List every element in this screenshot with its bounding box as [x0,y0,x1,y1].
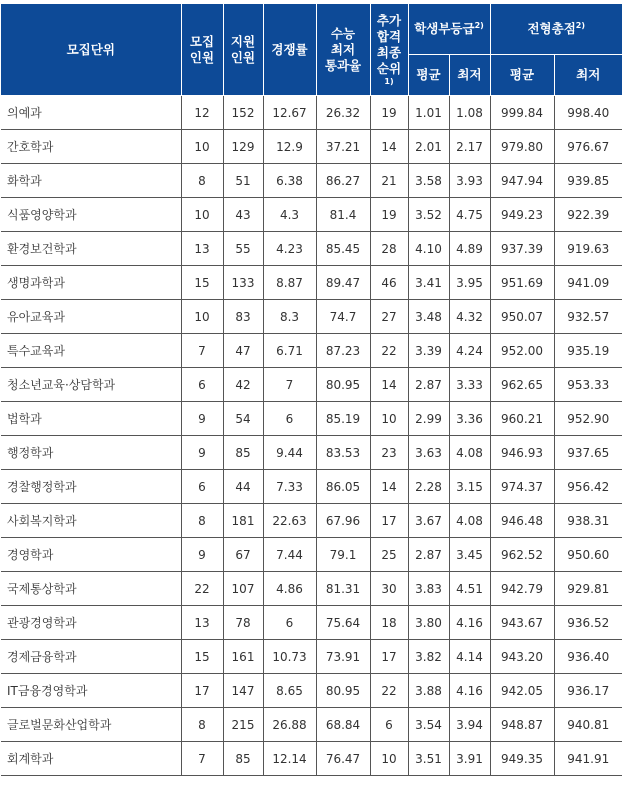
unit-cell: 생명과학과 [1,266,181,300]
apply-cell: 54 [223,402,263,436]
table-row [1,538,622,572]
header-apply-line2: 인원 [230,49,256,65]
extra-rank-cell: 21 [370,164,408,198]
recruit-cell: 15 [181,640,223,674]
grade-min-cell: 3.45 [449,538,490,572]
apply-cell: 51 [223,164,263,198]
apply-cell: 133 [223,266,263,300]
total-avg-cell: 951.69 [490,266,554,300]
recruit-cell: 9 [181,402,223,436]
total-avg-cell: 949.23 [490,198,554,232]
grade-min-cell: 4.89 [449,232,490,266]
apply-cell: 55 [223,232,263,266]
grade-avg-cell: 3.48 [408,300,449,334]
total-min-cell: 919.63 [554,232,622,266]
grade-min-cell: 4.51 [449,572,490,606]
table-row [1,504,622,538]
header-total-avg: 평균 [490,55,554,96]
rate-cell: 8.65 [263,674,316,708]
table-row [1,300,622,334]
grade-min-cell: 4.16 [449,674,490,708]
extra-rank-cell: 19 [370,96,408,130]
rate-cell: 7.44 [263,538,316,572]
pass-rate-cell: 67.96 [316,504,370,538]
grade-min-cell: 4.16 [449,606,490,640]
table-row [1,402,622,436]
header-grade-note: 2) [474,20,484,30]
grade-min-cell: 3.36 [449,402,490,436]
table-row [1,368,622,402]
extra-rank-cell: 19 [370,198,408,232]
recruit-cell: 10 [181,300,223,334]
unit-cell: 관광경영학과 [1,606,181,640]
total-avg-cell: 946.48 [490,504,554,538]
header-extra [370,4,408,96]
apply-cell: 78 [223,606,263,640]
total-avg-cell: 999.84 [490,96,554,130]
apply-cell: 161 [223,640,263,674]
rate-cell: 6.71 [263,334,316,368]
grade-avg-cell: 4.10 [408,232,449,266]
total-avg-cell: 952.00 [490,334,554,368]
total-min-cell: 939.85 [554,164,622,198]
header-apply-line1: 지원 [230,33,256,49]
pass-rate-cell: 85.45 [316,232,370,266]
admission-results-table [1,3,622,776]
rate-cell: 7 [263,368,316,402]
total-avg-cell: 962.65 [490,368,554,402]
grade-avg-cell: 3.52 [408,198,449,232]
total-min-cell: 941.09 [554,266,622,300]
recruit-cell: 12 [181,96,223,130]
pass-rate-cell: 86.27 [316,164,370,198]
grade-avg-cell: 1.01 [408,96,449,130]
extra-rank-cell: 14 [370,470,408,504]
total-avg-cell: 942.79 [490,572,554,606]
total-min-cell: 935.19 [554,334,622,368]
apply-cell: 67 [223,538,263,572]
grade-min-cell: 1.08 [449,96,490,130]
apply-cell: 152 [223,96,263,130]
pass-rate-cell: 87.23 [316,334,370,368]
unit-cell: 의예과 [1,96,181,130]
extra-rank-cell: 10 [370,402,408,436]
unit-cell: 청소년교육·상담학과 [1,368,181,402]
unit-cell: 글로벌문화산업학과 [1,708,181,742]
rate-cell: 4.86 [263,572,316,606]
header-extra-line4: 순위 [376,60,402,76]
grade-min-cell: 3.95 [449,266,490,300]
extra-rank-cell: 17 [370,504,408,538]
grade-avg-cell: 3.88 [408,674,449,708]
unit-cell: 특수교육과 [1,334,181,368]
pass-rate-cell: 73.91 [316,640,370,674]
grade-avg-cell: 3.80 [408,606,449,640]
apply-cell: 43 [223,198,263,232]
total-min-cell: 956.42 [554,470,622,504]
total-min-cell: 976.67 [554,130,622,164]
total-avg-cell: 949.35 [490,742,554,776]
grade-min-cell: 4.32 [449,300,490,334]
grade-min-cell: 4.08 [449,436,490,470]
unit-cell: 경찰행정학과 [1,470,181,504]
recruit-cell: 8 [181,504,223,538]
extra-rank-cell: 22 [370,674,408,708]
header-grade-avg: 평균 [408,55,449,96]
extra-rank-cell: 10 [370,742,408,776]
header-extra-line3: 최종 [376,44,402,60]
rate-cell: 7.33 [263,470,316,504]
recruit-cell: 10 [181,198,223,232]
grade-avg-cell: 3.82 [408,640,449,674]
pass-rate-cell: 79.1 [316,538,370,572]
total-min-cell: 998.40 [554,96,622,130]
pass-rate-cell: 68.84 [316,708,370,742]
apply-cell: 129 [223,130,263,164]
total-min-cell: 938.31 [554,504,622,538]
total-avg-cell: 937.39 [490,232,554,266]
table-row [1,334,622,368]
header-recruit [181,4,223,96]
total-avg-cell: 943.20 [490,640,554,674]
total-min-cell: 936.17 [554,674,622,708]
unit-cell: IT금융경영학과 [1,674,181,708]
total-min-cell: 936.52 [554,606,622,640]
unit-cell: 회계학과 [1,742,181,776]
header-extra-line1: 추가 [376,12,402,28]
rate-cell: 8.87 [263,266,316,300]
pass-rate-cell: 37.21 [316,130,370,164]
recruit-cell: 7 [181,334,223,368]
grade-min-cell: 3.15 [449,470,490,504]
grade-avg-cell: 3.63 [408,436,449,470]
total-min-cell: 937.65 [554,436,622,470]
recruit-cell: 15 [181,266,223,300]
total-min-cell: 953.33 [554,368,622,402]
header-pass-line3: 통과율 [324,57,362,73]
grade-avg-cell: 3.54 [408,708,449,742]
grade-min-cell: 4.14 [449,640,490,674]
table-row [1,164,622,198]
rate-cell: 4.23 [263,232,316,266]
header-pass-line2: 최저 [330,41,356,57]
grade-avg-cell: 3.58 [408,164,449,198]
pass-rate-cell: 26.32 [316,96,370,130]
header-apply [223,4,263,96]
total-min-cell: 940.81 [554,708,622,742]
recruit-cell: 9 [181,538,223,572]
table-header [1,4,622,96]
grade-min-cell: 3.94 [449,708,490,742]
extra-rank-cell: 25 [370,538,408,572]
table-row [1,742,622,776]
unit-cell: 법학과 [1,402,181,436]
total-avg-cell: 960.21 [490,402,554,436]
table-row [1,640,622,674]
unit-cell: 환경보건학과 [1,232,181,266]
total-avg-cell: 942.05 [490,674,554,708]
unit-cell: 사회복지학과 [1,504,181,538]
extra-rank-cell: 46 [370,266,408,300]
table-row [1,708,622,742]
pass-rate-cell: 76.47 [316,742,370,776]
grade-min-cell: 2.17 [449,130,490,164]
pass-rate-cell: 80.95 [316,368,370,402]
header-total-group [490,4,622,55]
recruit-cell: 7 [181,742,223,776]
recruit-cell: 13 [181,606,223,640]
total-min-cell: 941.91 [554,742,622,776]
rate-cell: 8.3 [263,300,316,334]
grade-avg-cell: 2.87 [408,368,449,402]
pass-rate-cell: 75.64 [316,606,370,640]
grade-avg-cell: 3.67 [408,504,449,538]
apply-cell: 42 [223,368,263,402]
rate-cell: 6 [263,606,316,640]
recruit-cell: 22 [181,572,223,606]
rate-cell: 12.67 [263,96,316,130]
table-row [1,470,622,504]
apply-cell: 83 [223,300,263,334]
pass-rate-cell: 86.05 [316,470,370,504]
rate-cell: 12.14 [263,742,316,776]
table-row [1,198,622,232]
total-avg-cell: 974.37 [490,470,554,504]
table-row [1,436,622,470]
recruit-cell: 6 [181,368,223,402]
pass-rate-cell: 89.47 [316,266,370,300]
table-row [1,266,622,300]
grade-avg-cell: 2.99 [408,402,449,436]
unit-cell: 간호학과 [1,130,181,164]
apply-cell: 215 [223,708,263,742]
header-rate: 경쟁률 [263,4,316,96]
recruit-cell: 10 [181,130,223,164]
total-min-cell: 952.90 [554,402,622,436]
grade-min-cell: 3.91 [449,742,490,776]
unit-cell: 국제통상학과 [1,572,181,606]
total-min-cell: 929.81 [554,572,622,606]
extra-rank-cell: 28 [370,232,408,266]
rate-cell: 26.88 [263,708,316,742]
total-avg-cell: 979.80 [490,130,554,164]
extra-rank-cell: 14 [370,368,408,402]
extra-rank-cell: 17 [370,640,408,674]
unit-cell: 경제금융학과 [1,640,181,674]
total-min-cell: 936.40 [554,640,622,674]
rate-cell: 6.38 [263,164,316,198]
extra-rank-cell: 23 [370,436,408,470]
apply-cell: 147 [223,674,263,708]
total-min-cell: 950.60 [554,538,622,572]
table-row [1,572,622,606]
apply-cell: 85 [223,742,263,776]
total-avg-cell: 943.67 [490,606,554,640]
header-total-min: 최저 [554,55,622,96]
total-avg-cell: 946.93 [490,436,554,470]
recruit-cell: 8 [181,708,223,742]
recruit-cell: 17 [181,674,223,708]
grade-min-cell: 3.33 [449,368,490,402]
recruit-cell: 6 [181,470,223,504]
unit-cell: 화학과 [1,164,181,198]
header-recruit-line1: 모집 [189,33,215,49]
table-row [1,606,622,640]
extra-rank-cell: 18 [370,606,408,640]
grade-avg-cell: 2.28 [408,470,449,504]
grade-avg-cell: 2.01 [408,130,449,164]
header-grade-label: 학생부등급 [414,21,475,36]
grade-avg-cell: 3.83 [408,572,449,606]
total-avg-cell: 950.07 [490,300,554,334]
pass-rate-cell: 81.31 [316,572,370,606]
apply-cell: 107 [223,572,263,606]
rate-cell: 12.9 [263,130,316,164]
header-pass-line1: 수능 [330,25,356,41]
unit-cell: 식품영양학과 [1,198,181,232]
rate-cell: 10.73 [263,640,316,674]
pass-rate-cell: 81.4 [316,198,370,232]
pass-rate-cell: 74.7 [316,300,370,334]
grade-avg-cell: 2.87 [408,538,449,572]
apply-cell: 47 [223,334,263,368]
pass-rate-cell: 85.19 [316,402,370,436]
total-min-cell: 932.57 [554,300,622,334]
extra-rank-cell: 30 [370,572,408,606]
recruit-cell: 9 [181,436,223,470]
header-grade-min: 최저 [449,55,490,96]
pass-rate-cell: 83.53 [316,436,370,470]
total-min-cell: 922.39 [554,198,622,232]
extra-rank-cell: 14 [370,130,408,164]
rate-cell: 6 [263,402,316,436]
header-total-label: 전형총점 [527,21,576,36]
table-row [1,674,622,708]
rate-cell: 4.3 [263,198,316,232]
grade-avg-cell: 3.41 [408,266,449,300]
header-extra-note: 1) [384,76,394,86]
grade-min-cell: 3.93 [449,164,490,198]
table-row [1,96,622,130]
grade-min-cell: 4.08 [449,504,490,538]
header-recruit-line2: 인원 [189,49,215,65]
apply-cell: 44 [223,470,263,504]
grade-avg-cell: 3.51 [408,742,449,776]
table-body [1,96,622,776]
total-avg-cell: 962.52 [490,538,554,572]
rate-cell: 9.44 [263,436,316,470]
unit-cell: 유아교육과 [1,300,181,334]
header-pass [316,4,370,96]
header-total-note: 2) [575,20,586,30]
unit-cell: 행정학과 [1,436,181,470]
grade-min-cell: 4.24 [449,334,490,368]
pass-rate-cell: 80.95 [316,674,370,708]
recruit-cell: 13 [181,232,223,266]
total-avg-cell: 948.87 [490,708,554,742]
rate-cell: 22.63 [263,504,316,538]
grade-avg-cell: 3.39 [408,334,449,368]
header-extra-line2: 합격 [376,28,402,44]
table-row [1,232,622,266]
header-unit: 모집단위 [1,4,181,96]
unit-cell: 경영학과 [1,538,181,572]
extra-rank-cell: 6 [370,708,408,742]
extra-rank-cell: 22 [370,334,408,368]
recruit-cell: 8 [181,164,223,198]
apply-cell: 181 [223,504,263,538]
header-grade-group [408,4,490,55]
apply-cell: 85 [223,436,263,470]
table-row [1,130,622,164]
total-avg-cell: 947.94 [490,164,554,198]
grade-min-cell: 4.75 [449,198,490,232]
extra-rank-cell: 27 [370,300,408,334]
